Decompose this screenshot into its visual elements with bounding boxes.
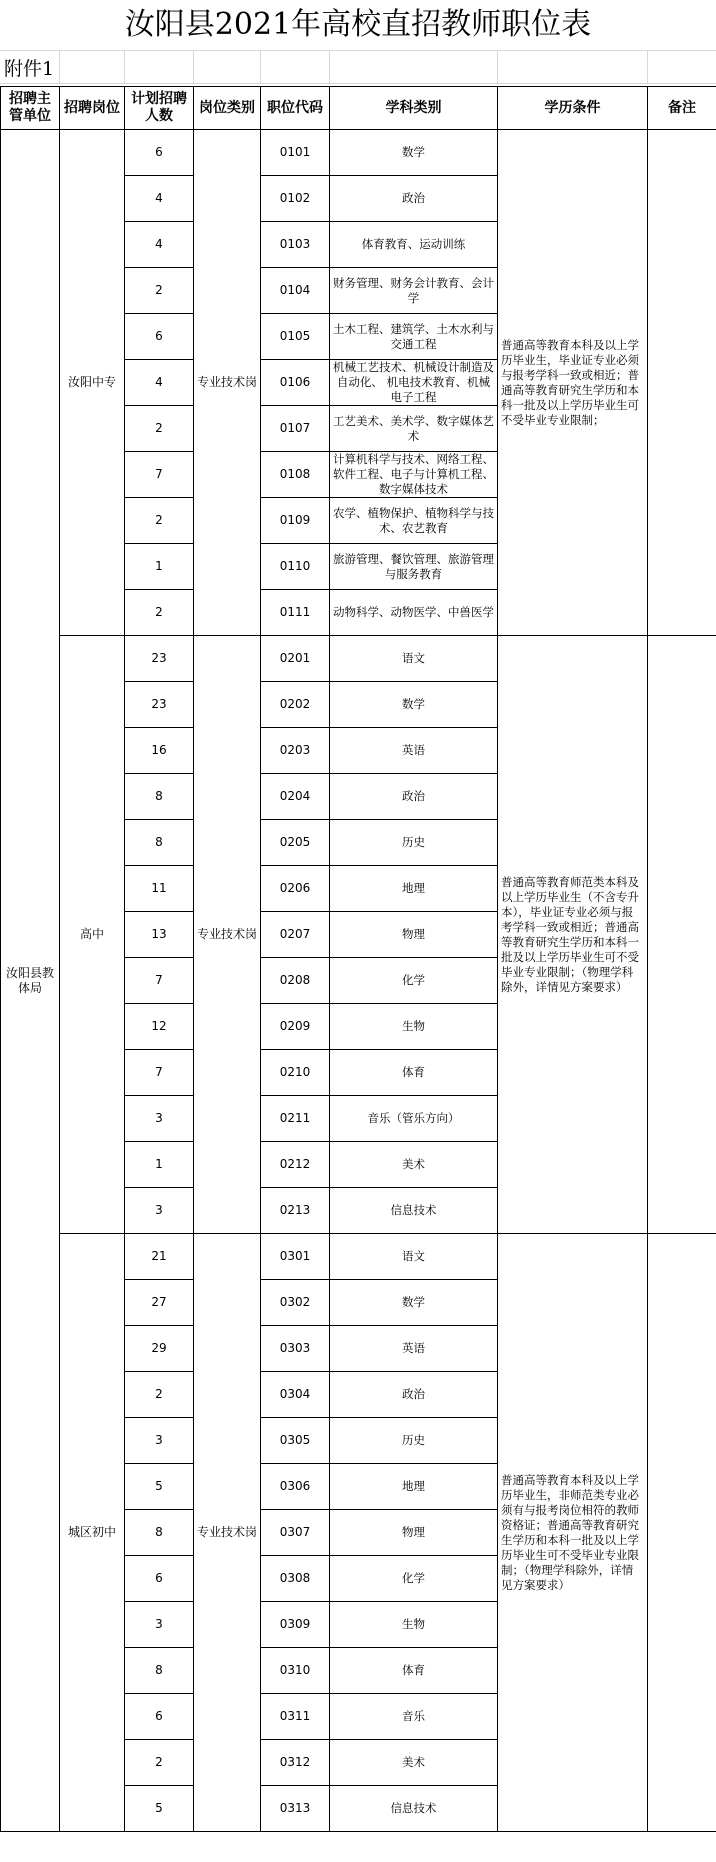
table-row xyxy=(1,130,716,176)
grid-divider xyxy=(497,51,498,83)
subject-cell: 音乐 xyxy=(330,1694,498,1740)
education-cell: 普通高等教育本科及以上学历毕业生，毕业证专业必须与报考学科一致或相近；普通高等教育研究生学历和本科一批及以上学历毕业生可不受毕业专业限制； xyxy=(498,130,648,636)
count-cell: 5 xyxy=(125,1464,194,1510)
code-cell: 0101 xyxy=(261,130,330,176)
subject-cell: 物理 xyxy=(330,1510,498,1556)
subject-cell: 数学 xyxy=(330,1280,498,1326)
count-cell: 3 xyxy=(125,1602,194,1648)
table-row xyxy=(1,636,716,682)
count-cell: 6 xyxy=(125,130,194,176)
count-cell: 12 xyxy=(125,1004,194,1050)
count-cell: 1 xyxy=(125,544,194,590)
count-cell: 2 xyxy=(125,1372,194,1418)
count-cell: 4 xyxy=(125,176,194,222)
education-cell: 普通高等教育本科及以上学历毕业生，非师范类专业必须有与报考岗位相符的教师资格证；普通高等教育研究生学历和本科一批及以上学历毕业生可不受毕业专业限制；（物理学科除外，详情见方案要求） xyxy=(498,1234,648,1832)
header-subject: 学科类别 xyxy=(330,87,498,130)
table-row xyxy=(1,1234,716,1280)
header-category: 岗位类别 xyxy=(194,87,261,130)
count-cell: 2 xyxy=(125,268,194,314)
code-cell: 0107 xyxy=(261,406,330,452)
code-cell: 0104 xyxy=(261,268,330,314)
header-remark: 备注 xyxy=(648,87,716,130)
remark-cell xyxy=(648,1234,716,1832)
subject-cell: 土木工程、建筑学、土木水利与交通工程 xyxy=(330,314,498,360)
code-cell: 0201 xyxy=(261,636,330,682)
grid-divider xyxy=(124,51,125,83)
remark-cell xyxy=(648,130,716,636)
count-cell: 2 xyxy=(125,406,194,452)
post-cell: 高中 xyxy=(60,636,125,1234)
count-cell: 8 xyxy=(125,1648,194,1694)
count-cell: 23 xyxy=(125,636,194,682)
grid-divider xyxy=(260,51,261,83)
subject-cell: 政治 xyxy=(330,774,498,820)
grid-divider xyxy=(193,51,194,83)
code-cell: 0204 xyxy=(261,774,330,820)
code-cell: 0203 xyxy=(261,728,330,774)
count-cell: 13 xyxy=(125,912,194,958)
count-cell: 7 xyxy=(125,452,194,498)
grid-divider xyxy=(329,51,330,83)
code-cell: 0302 xyxy=(261,1280,330,1326)
code-cell: 0309 xyxy=(261,1602,330,1648)
subject-cell: 英语 xyxy=(330,1326,498,1372)
header-education: 学历条件 xyxy=(498,87,648,130)
count-cell: 2 xyxy=(125,1740,194,1786)
subject-cell: 物理 xyxy=(330,912,498,958)
code-cell: 0106 xyxy=(261,360,330,406)
subject-cell: 美术 xyxy=(330,1740,498,1786)
count-cell: 7 xyxy=(125,958,194,1004)
code-cell: 0207 xyxy=(261,912,330,958)
category-cell: 专业技术岗 xyxy=(194,130,261,636)
subject-cell: 地理 xyxy=(330,1464,498,1510)
code-cell: 0313 xyxy=(261,1786,330,1832)
code-cell: 0108 xyxy=(261,452,330,498)
header-code: 职位代码 xyxy=(261,87,330,130)
count-cell: 6 xyxy=(125,1556,194,1602)
subject-cell: 财务管理、财务会计教育、会计学 xyxy=(330,268,498,314)
count-cell: 2 xyxy=(125,498,194,544)
code-cell: 0111 xyxy=(261,590,330,636)
header-post: 招聘岗位 xyxy=(60,87,125,130)
code-cell: 0310 xyxy=(261,1648,330,1694)
code-cell: 0205 xyxy=(261,820,330,866)
subject-cell: 生物 xyxy=(330,1602,498,1648)
subject-cell: 地理 xyxy=(330,866,498,912)
header-count: 计划招聘人数 xyxy=(125,87,194,130)
post-cell: 城区初中 xyxy=(60,1234,125,1832)
code-cell: 0301 xyxy=(261,1234,330,1280)
code-cell: 0105 xyxy=(261,314,330,360)
code-cell: 0109 xyxy=(261,498,330,544)
education-cell: 普通高等教育师范类本科及以上学历毕业生（不含专升本），毕业证专业必须与报考学科一致或相近；普通高等教育研究生学历和本科一批及以上学历毕业生可不受毕业专业限制；（物理学科除外，详情见方案要求） xyxy=(498,636,648,1234)
category-cell: 专业技术岗 xyxy=(194,1234,261,1832)
subject-cell: 工艺美术、美术学、数字媒体艺术 xyxy=(330,406,498,452)
count-cell: 5 xyxy=(125,1786,194,1832)
count-cell: 8 xyxy=(125,820,194,866)
code-cell: 0212 xyxy=(261,1142,330,1188)
subject-cell: 历史 xyxy=(330,1418,498,1464)
count-cell: 2 xyxy=(125,590,194,636)
subject-cell: 英语 xyxy=(330,728,498,774)
grid-divider xyxy=(59,51,60,83)
post-cell: 汝阳中专 xyxy=(60,130,125,636)
code-cell: 0103 xyxy=(261,222,330,268)
subject-cell: 语文 xyxy=(330,636,498,682)
subject-cell: 计算机科学与技术、网络工程、软件工程、电子与计算机工程、数字媒体技术 xyxy=(330,452,498,498)
subject-cell: 数学 xyxy=(330,682,498,728)
code-cell: 0202 xyxy=(261,682,330,728)
count-cell: 1 xyxy=(125,1142,194,1188)
code-cell: 0208 xyxy=(261,958,330,1004)
subject-cell: 化学 xyxy=(330,1556,498,1602)
code-cell: 0211 xyxy=(261,1096,330,1142)
remark-cell xyxy=(648,636,716,1234)
unit-cell: 汝阳县教体局 xyxy=(1,130,60,1832)
code-cell: 0307 xyxy=(261,1510,330,1556)
grid-divider xyxy=(647,51,648,83)
subject-cell: 美术 xyxy=(330,1142,498,1188)
count-cell: 6 xyxy=(125,314,194,360)
code-cell: 0102 xyxy=(261,176,330,222)
subject-cell: 信息技术 xyxy=(330,1786,498,1832)
count-cell: 3 xyxy=(125,1096,194,1142)
code-cell: 0308 xyxy=(261,1556,330,1602)
count-cell: 3 xyxy=(125,1188,194,1234)
code-cell: 0305 xyxy=(261,1418,330,1464)
count-cell: 23 xyxy=(125,682,194,728)
count-cell: 4 xyxy=(125,360,194,406)
count-cell: 29 xyxy=(125,1326,194,1372)
subject-cell: 音乐（管乐方向） xyxy=(330,1096,498,1142)
subject-cell: 生物 xyxy=(330,1004,498,1050)
subject-cell: 信息技术 xyxy=(330,1188,498,1234)
attachment-label: 附件1 xyxy=(4,58,55,80)
code-cell: 0110 xyxy=(261,544,330,590)
code-cell: 0213 xyxy=(261,1188,330,1234)
header-unit: 招聘主管单位 xyxy=(1,87,60,130)
subject-cell: 政治 xyxy=(330,1372,498,1418)
subject-cell: 语文 xyxy=(330,1234,498,1280)
code-cell: 0306 xyxy=(261,1464,330,1510)
count-cell: 16 xyxy=(125,728,194,774)
count-cell: 8 xyxy=(125,1510,194,1556)
code-cell: 0304 xyxy=(261,1372,330,1418)
page-title: 汝阳县2021年高校直招教师职位表 xyxy=(124,7,592,42)
count-cell: 3 xyxy=(125,1418,194,1464)
count-cell: 21 xyxy=(125,1234,194,1280)
count-cell: 11 xyxy=(125,866,194,912)
count-cell: 4 xyxy=(125,222,194,268)
count-cell: 27 xyxy=(125,1280,194,1326)
count-cell: 7 xyxy=(125,1050,194,1096)
code-cell: 0206 xyxy=(261,866,330,912)
count-cell: 8 xyxy=(125,774,194,820)
code-cell: 0209 xyxy=(261,1004,330,1050)
subject-cell: 体育 xyxy=(330,1050,498,1096)
count-cell: 6 xyxy=(125,1694,194,1740)
subject-cell: 政治 xyxy=(330,176,498,222)
subject-cell: 农学、植物保护、植物科学与技术、农艺教育 xyxy=(330,498,498,544)
category-cell: 专业技术岗 xyxy=(194,636,261,1234)
code-cell: 0311 xyxy=(261,1694,330,1740)
subject-cell: 体育教育、运动训练 xyxy=(330,222,498,268)
code-cell: 0210 xyxy=(261,1050,330,1096)
subject-cell: 历史 xyxy=(330,820,498,866)
positions-table xyxy=(0,86,716,1832)
subject-cell: 旅游管理、餐饮管理、旅游管理与服务教育 xyxy=(330,544,498,590)
subject-cell: 机械工艺技术、机械设计制造及自动化、 机电技术教育、机械电子工程 xyxy=(330,360,498,406)
code-cell: 0312 xyxy=(261,1740,330,1786)
code-cell: 0303 xyxy=(261,1326,330,1372)
subject-cell: 体育 xyxy=(330,1648,498,1694)
subject-cell: 数学 xyxy=(330,130,498,176)
header-row xyxy=(1,87,716,130)
subject-cell: 化学 xyxy=(330,958,498,1004)
attachment-row xyxy=(0,50,716,84)
subject-cell: 动物科学、动物医学、中兽医学 xyxy=(330,590,498,636)
